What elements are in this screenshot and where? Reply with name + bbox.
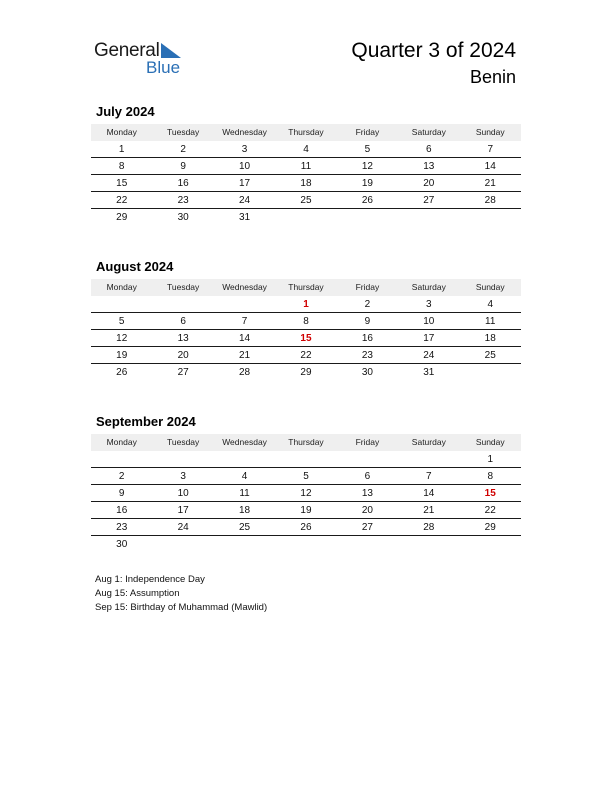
day-cell: 11: [300, 161, 312, 172]
weekday-label: Wednesday: [222, 127, 267, 137]
weekday-label: Wednesday: [222, 282, 267, 292]
day-cell: 15: [116, 178, 128, 189]
day-cell: [460, 364, 521, 380]
day-cell: 26: [116, 367, 128, 378]
weekday-label: Sunday: [475, 282, 505, 292]
country-name: Benin: [469, 67, 516, 87]
day-cell: 9: [180, 161, 186, 172]
day-cell: 13: [361, 488, 373, 499]
day-cell: [275, 209, 336, 225]
day-cell: [152, 296, 213, 312]
day-cell: 22: [484, 505, 496, 516]
day-cell: 21: [423, 505, 435, 516]
day-cell: [91, 451, 152, 467]
month-july: [91, 105, 521, 225]
month-september: [91, 415, 521, 552]
day-cell: 8: [487, 471, 494, 482]
day-cell: 30: [361, 367, 373, 378]
holiday-day-cell: 15: [484, 488, 496, 499]
day-cell: 25: [484, 350, 496, 361]
week-row: [91, 158, 521, 175]
day-cell: 6: [364, 471, 371, 482]
day-cell: 22: [300, 350, 312, 361]
week-row: [91, 451, 521, 468]
day-cell: 28: [238, 367, 251, 378]
day-cell: 20: [177, 350, 189, 361]
day-cell: 8: [118, 161, 125, 172]
day-cell: 7: [241, 316, 248, 327]
day-cell: [91, 296, 152, 312]
logo-triangle-icon: [161, 43, 181, 59]
week-row: [91, 364, 521, 380]
week-row: [91, 519, 521, 536]
day-cell: [152, 451, 213, 467]
week-row: [91, 313, 521, 330]
day-cell: 1: [487, 454, 494, 465]
day-cell: 26: [361, 195, 373, 206]
day-cell: 20: [423, 178, 435, 189]
day-cell: 16: [361, 333, 373, 344]
weekday-label: Wednesday: [222, 437, 267, 447]
day-cell: 7: [426, 471, 432, 482]
day-cell: 29: [116, 212, 128, 223]
week-row: [91, 468, 521, 485]
weekday-header: [91, 279, 521, 296]
day-cell: [214, 451, 275, 467]
holiday-note: Aug 15: Assumption: [95, 588, 180, 599]
day-cell: 27: [177, 367, 189, 378]
day-cell: 6: [180, 316, 186, 327]
weekday-label: Tuesday: [166, 437, 200, 447]
day-cell: 6: [426, 144, 432, 155]
day-cell: 29: [484, 522, 496, 533]
day-cell: 4: [241, 471, 248, 482]
day-cell: 9: [118, 488, 125, 499]
weekday-header: [91, 124, 521, 141]
day-cell: [398, 536, 459, 552]
day-cell: 31: [423, 367, 435, 378]
weekday-label: Sunday: [475, 437, 505, 447]
generalblue-logo: [94, 40, 194, 80]
week-row: [91, 192, 521, 209]
day-cell: 10: [238, 161, 251, 172]
day-cell: 2: [118, 471, 125, 482]
day-cell: 23: [361, 350, 373, 361]
weekday-label: Sunday: [475, 127, 505, 137]
day-cell: 12: [300, 488, 312, 499]
day-cell: 17: [423, 333, 435, 344]
day-cell: [275, 451, 336, 467]
weekday-label: Friday: [355, 437, 380, 447]
day-cell: 13: [177, 333, 189, 344]
day-cell: 24: [177, 522, 189, 533]
day-cell: 29: [300, 367, 312, 378]
day-cell: 3: [241, 144, 248, 155]
week-row: [91, 330, 521, 347]
day-cell: 9: [364, 316, 371, 327]
day-grid: [91, 451, 521, 552]
day-cell: 14: [484, 161, 496, 172]
logo-text-blue: Blue: [146, 58, 181, 77]
weekday-label: Tuesday: [166, 127, 200, 137]
day-cell: 19: [300, 505, 312, 516]
day-cell: [398, 451, 459, 467]
day-cell: 3: [426, 299, 432, 310]
week-row: [91, 296, 521, 313]
day-cell: 5: [364, 144, 371, 155]
logo-text-general: General: [94, 40, 160, 61]
day-cell: 5: [303, 471, 309, 482]
day-cell: 7: [487, 144, 494, 155]
day-cell: 13: [423, 161, 435, 172]
weekday-label: Tuesday: [166, 282, 200, 292]
day-cell: 23: [116, 522, 128, 533]
holiday-day-cell: 1: [303, 299, 309, 310]
day-cell: 31: [238, 212, 251, 223]
day-cell: 10: [423, 316, 435, 327]
day-cell: 3: [180, 471, 186, 482]
day-cell: 16: [177, 178, 189, 189]
day-cell: 12: [116, 333, 128, 344]
day-cell: 14: [238, 333, 251, 344]
holiday-notes: [95, 573, 267, 615]
weekday-label: Saturday: [411, 282, 446, 292]
day-cell: 4: [303, 144, 309, 155]
page-title: Quarter 3 of 2024: [351, 39, 516, 62]
day-cell: 28: [484, 195, 496, 206]
day-cell: 11: [485, 316, 496, 327]
weekday-label: Friday: [355, 282, 380, 292]
weekday-label: Thursday: [288, 127, 324, 137]
weekday-label: Monday: [106, 127, 137, 137]
holiday-note: Sep 15: Birthday of Muhammad (Mawlid): [95, 602, 268, 613]
day-cell: 21: [484, 178, 496, 189]
holiday-note: Aug 1: Independence Day: [95, 574, 205, 585]
day-cell: 17: [177, 505, 189, 516]
weekday-label: Thursday: [288, 282, 324, 292]
weekday-label: Monday: [106, 282, 137, 292]
day-cell: [214, 536, 275, 552]
day-cell: 25: [300, 195, 312, 206]
day-cell: 12: [361, 161, 373, 172]
month-title: September 2024: [96, 414, 196, 429]
day-cell: 22: [116, 195, 128, 206]
day-cell: [337, 209, 398, 225]
day-cell: 18: [300, 178, 312, 189]
day-cell: 24: [423, 350, 435, 361]
day-cell: 5: [118, 316, 125, 327]
weekday-label: Saturday: [411, 127, 446, 137]
day-cell: [337, 536, 398, 552]
weekday-label: Thursday: [288, 437, 324, 447]
week-row: [91, 536, 521, 552]
holiday-day-cell: 15: [300, 333, 312, 344]
month-august: [91, 260, 521, 380]
day-cell: 14: [423, 488, 435, 499]
day-cell: 4: [487, 299, 494, 310]
day-cell: [337, 451, 398, 467]
day-cell: 19: [116, 350, 128, 361]
day-cell: 20: [361, 505, 373, 516]
week-row: [91, 209, 521, 225]
day-cell: 25: [238, 522, 251, 533]
day-cell: [460, 209, 521, 225]
day-cell: [460, 536, 521, 552]
weekday-header: [91, 434, 521, 451]
day-cell: [152, 536, 213, 552]
day-cell: 27: [423, 195, 435, 206]
day-grid: [91, 141, 521, 225]
day-cell: 23: [177, 195, 189, 206]
day-cell: [214, 296, 275, 312]
day-cell: 10: [177, 488, 189, 499]
day-cell: 1: [118, 144, 125, 155]
month-title: August 2024: [96, 259, 174, 274]
day-cell: 27: [361, 522, 373, 533]
day-grid: [91, 296, 521, 380]
day-cell: 8: [303, 316, 309, 327]
day-cell: [398, 209, 459, 225]
day-cell: 30: [116, 539, 128, 550]
day-cell: 16: [116, 505, 128, 516]
day-cell: 30: [177, 212, 189, 223]
day-cell: 24: [238, 195, 251, 206]
weekday-label: Monday: [106, 437, 137, 447]
day-cell: 2: [364, 299, 371, 310]
day-cell: 26: [300, 522, 312, 533]
day-cell: 2: [180, 144, 186, 155]
day-cell: 19: [361, 178, 373, 189]
day-cell: 17: [238, 178, 251, 189]
week-row: [91, 485, 521, 502]
day-cell: 18: [238, 505, 251, 516]
week-row: [91, 502, 521, 519]
week-row: [91, 175, 521, 192]
month-title: July 2024: [96, 104, 155, 119]
weekday-label: Saturday: [411, 437, 446, 447]
weekday-label: Friday: [355, 127, 380, 137]
week-row: [91, 141, 521, 158]
day-cell: 18: [484, 333, 496, 344]
day-cell: 28: [423, 522, 435, 533]
day-cell: [275, 536, 336, 552]
week-row: [91, 347, 521, 364]
day-cell: 21: [238, 350, 251, 361]
day-cell: 11: [239, 488, 250, 499]
